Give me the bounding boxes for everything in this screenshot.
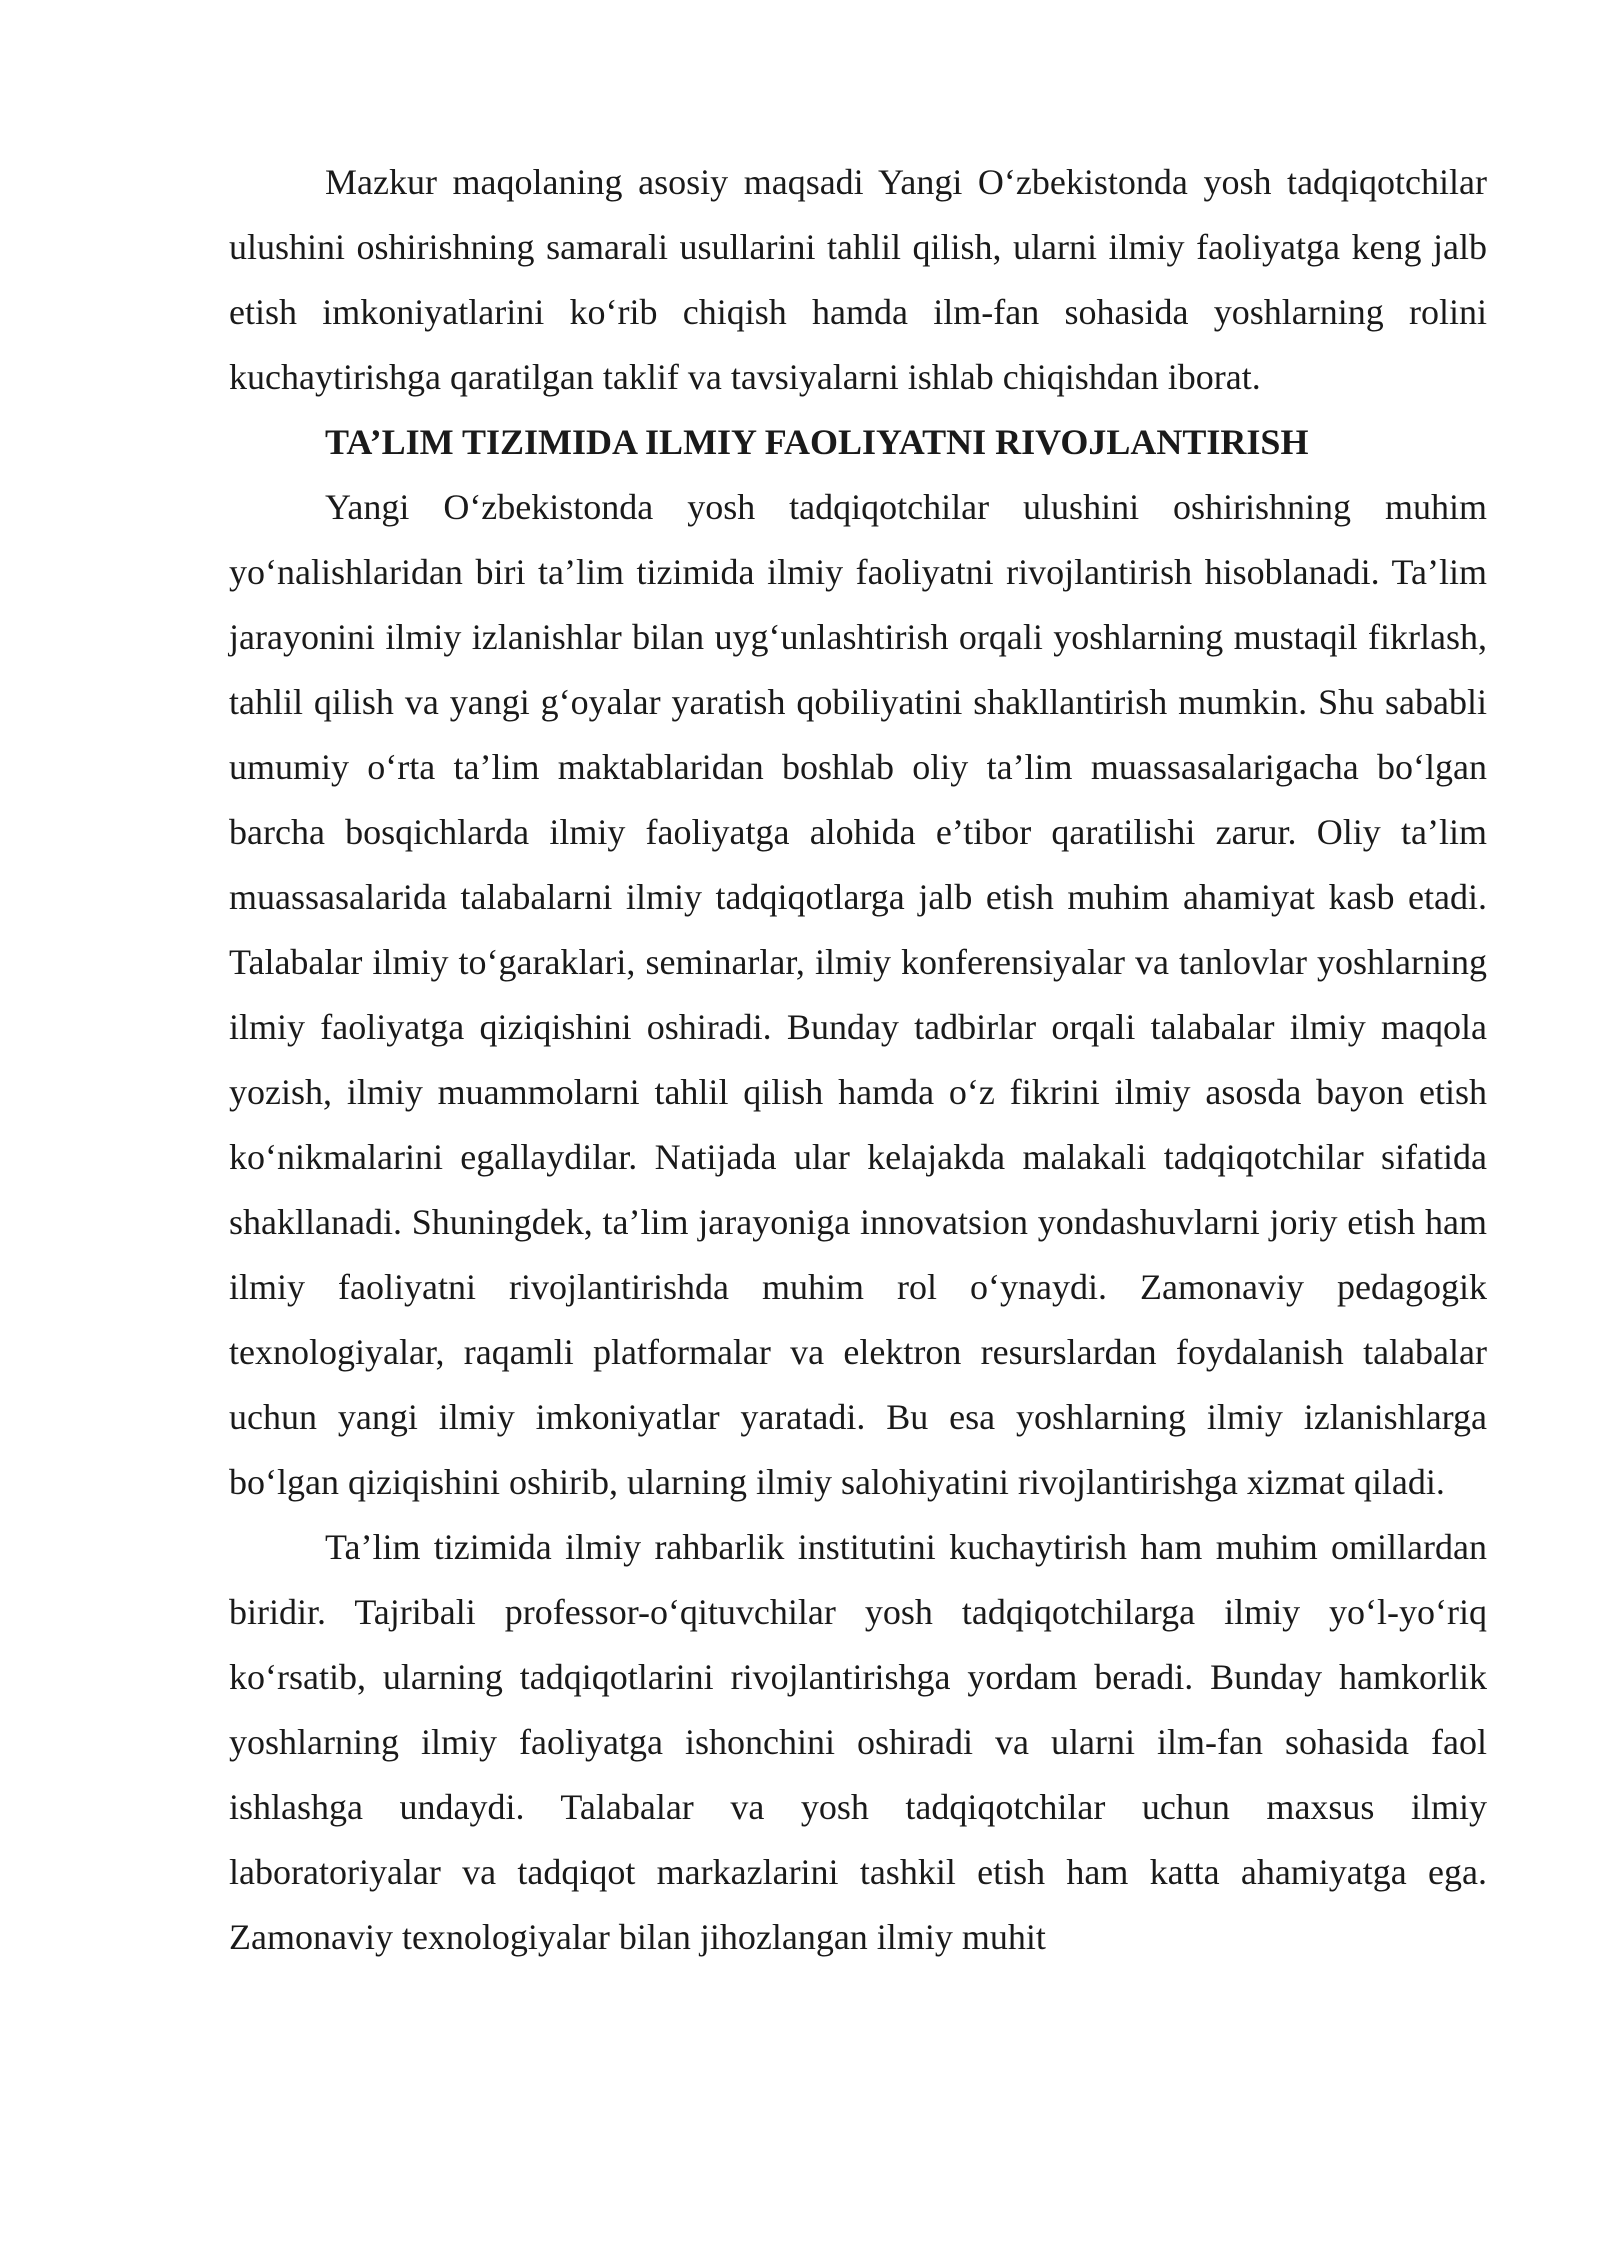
paragraph-scientific-supervision: Ta’lim tizimida ilmiy rahbarlik institutini kuchaytirish ham muhim omillardan biridir. Tajribali professor-o‘qituvchilar yosh tadqiqotchilarga ilmiy yo‘l-yo‘riq ko‘rsatib, ularning tadqiqotlarini rivojlantirishga yordam beradi. Bunday hamkorlik yoshlarning ilmiy faoliyatga ishonchini oshiradi va ularni ilm-fan sohasida faol ishlashga undaydi. Talabalar va yosh tadqiqotchilar uchun maxsus ilmiy laboratoriyalar va tadqiqot markazlarini tashkil etish ham katta ahamiyatga ega. Zamonaviy texnologiyalar bilan jihozlangan ilmiy muhit [229, 1527, 1487, 1957]
section-heading: TA’LIM TIZIMIDA ILMIY FAOLIYATNI RIVOJLANTIRISH [325, 422, 1309, 462]
paragraph-intro-goal: Mazkur maqolaning asosiy maqsadi Yangi O‘zbekistonda yosh tadqiqotchilar ulushini oshirishning samarali usullarini tahlil qilish, ularni ilmiy faoliyatga keng jalb etish imkoniyatlarini ko‘rib chiqish hamda ilm-fan sohasida yoshlarning rolini kuchaytirishga qaratilgan taklif va tavsiyalarni ishlab chiqishdan iborat. [229, 162, 1487, 397]
paragraph-education-research: Yangi O‘zbekistonda yosh tadqiqotchilar ulushini oshirishning muhim yo‘nalishlaridan biri ta’lim tizimida ilmiy faoliyatni rivojlantirish hisoblanadi. Ta’lim jarayonini ilmiy izlanishlar bilan uyg‘unlashtirish orqali yoshlarning mustaqil fikrlash, tahlil qilish va yangi g‘oyalar yaratish qobiliyatini shakllantirish mumkin. Shu sababli umumiy o‘rta ta’lim maktablaridan boshlab oliy ta’lim muassasalarigacha bo‘lgan barcha bosqichlarda ilmiy faoliyatga alohida e’tibor qaratilishi zarur. Oliy ta’lim muassasalarida talabalarni ilmiy tadqiqotlarga jalb etish muhim ahamiyat kasb etadi. Talabalar ilmiy to‘garaklari, seminarlar, ilmiy konferensiyalar va tanlovlar yoshlarning ilmiy faoliyatga qiziqishini oshiradi. Bunday tadbirlar orqali talabalar ilmiy maqola yozish, ilmiy muammolarni tahlil qilish hamda o‘z fikrini ilmiy asosda bayon etish ko‘nikmalarini egallaydilar. Natijada ular kelajakda malakali tadqiqotchilar sifatida shakllanadi. Shuningdek, ta’lim jarayoniga innovatsion yondashuvlarni joriy etish ham ilmiy faoliyatni rivojlantirishda muhim rol o‘ynaydi. Zamonaviy pedagogik texnologiyalar, raqamli platformalar va elektron resurslardan foydalanish talabalar uchun yangi ilmiy imkoniyatlar yaratadi. Bu esa yoshlarning ilmiy izlanishlarga bo‘lgan qiziqishini oshirib, ularning ilmiy salohiyatini rivojlantirishga xizmat qiladi. [229, 487, 1487, 1502]
document-body [229, 150, 1487, 1970]
